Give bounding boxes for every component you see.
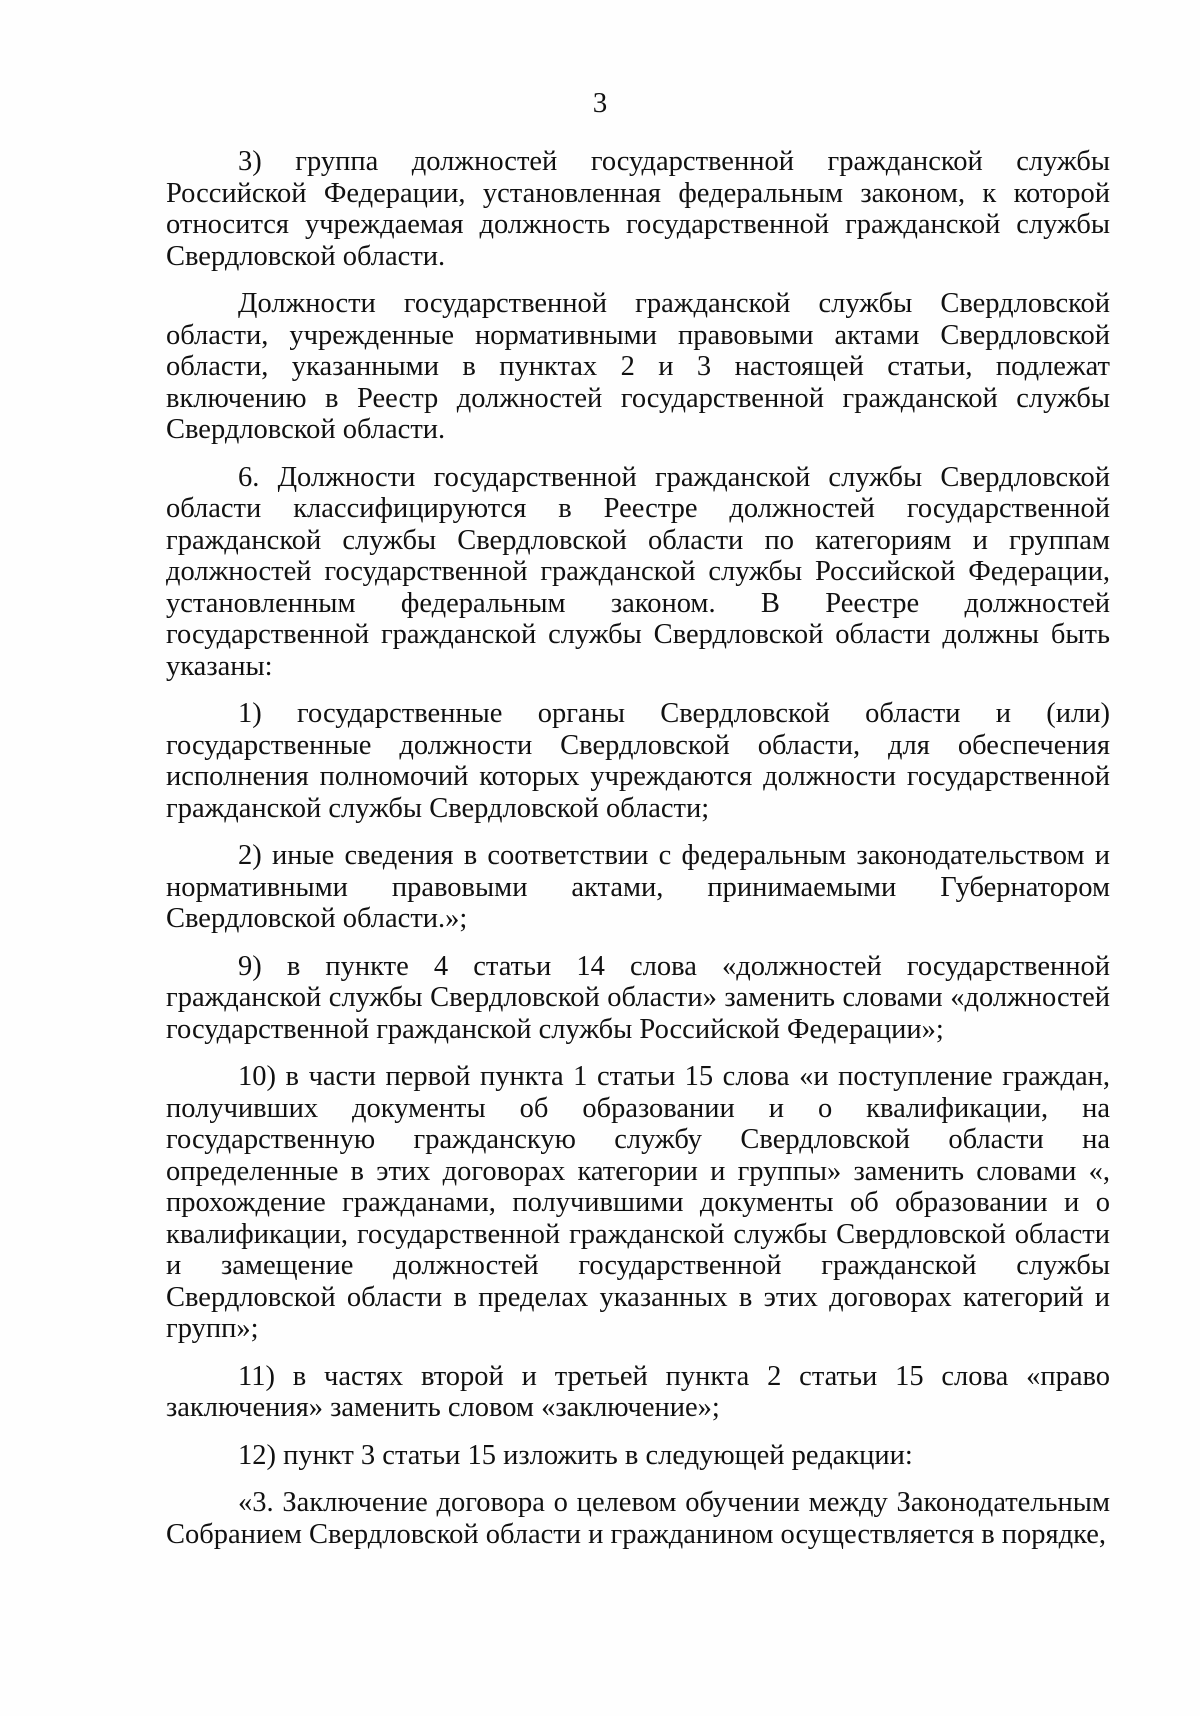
paragraph-point-6: 6. Должности государственной гражданской службы Свердловской области классифицируются в Реестре должностей государственной гражданской службы Свердловской области по категориям и группам должностей государственной гражданской службы Российской Федерации, установленным федеральным законом. В Реестре должностей государственной гражданской службы Свердловской области должны быть указаны: [166,461,1110,682]
paragraph-amendment-12: 12) пункт 3 статьи 15 изложить в следующей редакции: [238,1439,913,1471]
paragraph-item-3: 3) группа должностей государственной гражданской службы Российской Федерации, установленная федеральным законом, к которой относится учреждаемая должность государственной гражданской службы Свердловской области. [166,146,1110,272]
paragraph-amendment-11: 11) в частях второй и третьей пункта 2 статьи 15 слова «право заключения» заменить словом «заключение»; [166,1360,1110,1423]
paragraph-subitem-2: 2) иные сведения в соответствии с федеральным законодательством и нормативными правовыми актами, принимаемыми Губернатором Свердловской области.»; [166,840,1110,934]
paragraph-subitem-1: 1) государственные органы Свердловской области и (или) государственные должности Свердловской области, для обеспечения исполнения полномочий которых учреждаются должности государственной гражданской службы Свердловской области; [166,698,1110,824]
paragraph-amendment-10: 10) в части первой пункта 1 статьи 15 слова «и поступление граждан, получивших документы об образовании и о квалификации, на государственную гражданскую службу Свердловской области на определенные в этих договорах категории и группы» заменить словами «, прохождение гражданами, получившими документы об образовании и о квалификации, государственной гражданской службы Свердловской области и замещение должностей государственной гражданской службы Свердловской области в пределах указанных в этих договорах категорий и групп»; [166,1061,1110,1344]
paragraph-amendment-9: 9) в пункте 4 статьи 14 слова «должностей государственной гражданской службы Свердловской области» заменить словами «должностей государственной гражданской службы Российской Федерации»; [166,950,1110,1045]
paragraph-new-point-3: «3. Заключение договора о целевом обучении между Законодательным Собранием Свердловской области и гражданином осуществляется в порядке, [166,1487,1110,1550]
paragraph-positions-registry: Должности государственной гражданской службы Свердловской области, учрежденные нормативными правовыми актами Свердловской области, указанными в пунктах 2 и 3 настоящей статьи, подлежат включению в Реестр должностей государственной гражданской службы Свердловской области. [166,288,1110,445]
page-number: 3 [592,87,608,119]
document-body [166,146,1110,1566]
